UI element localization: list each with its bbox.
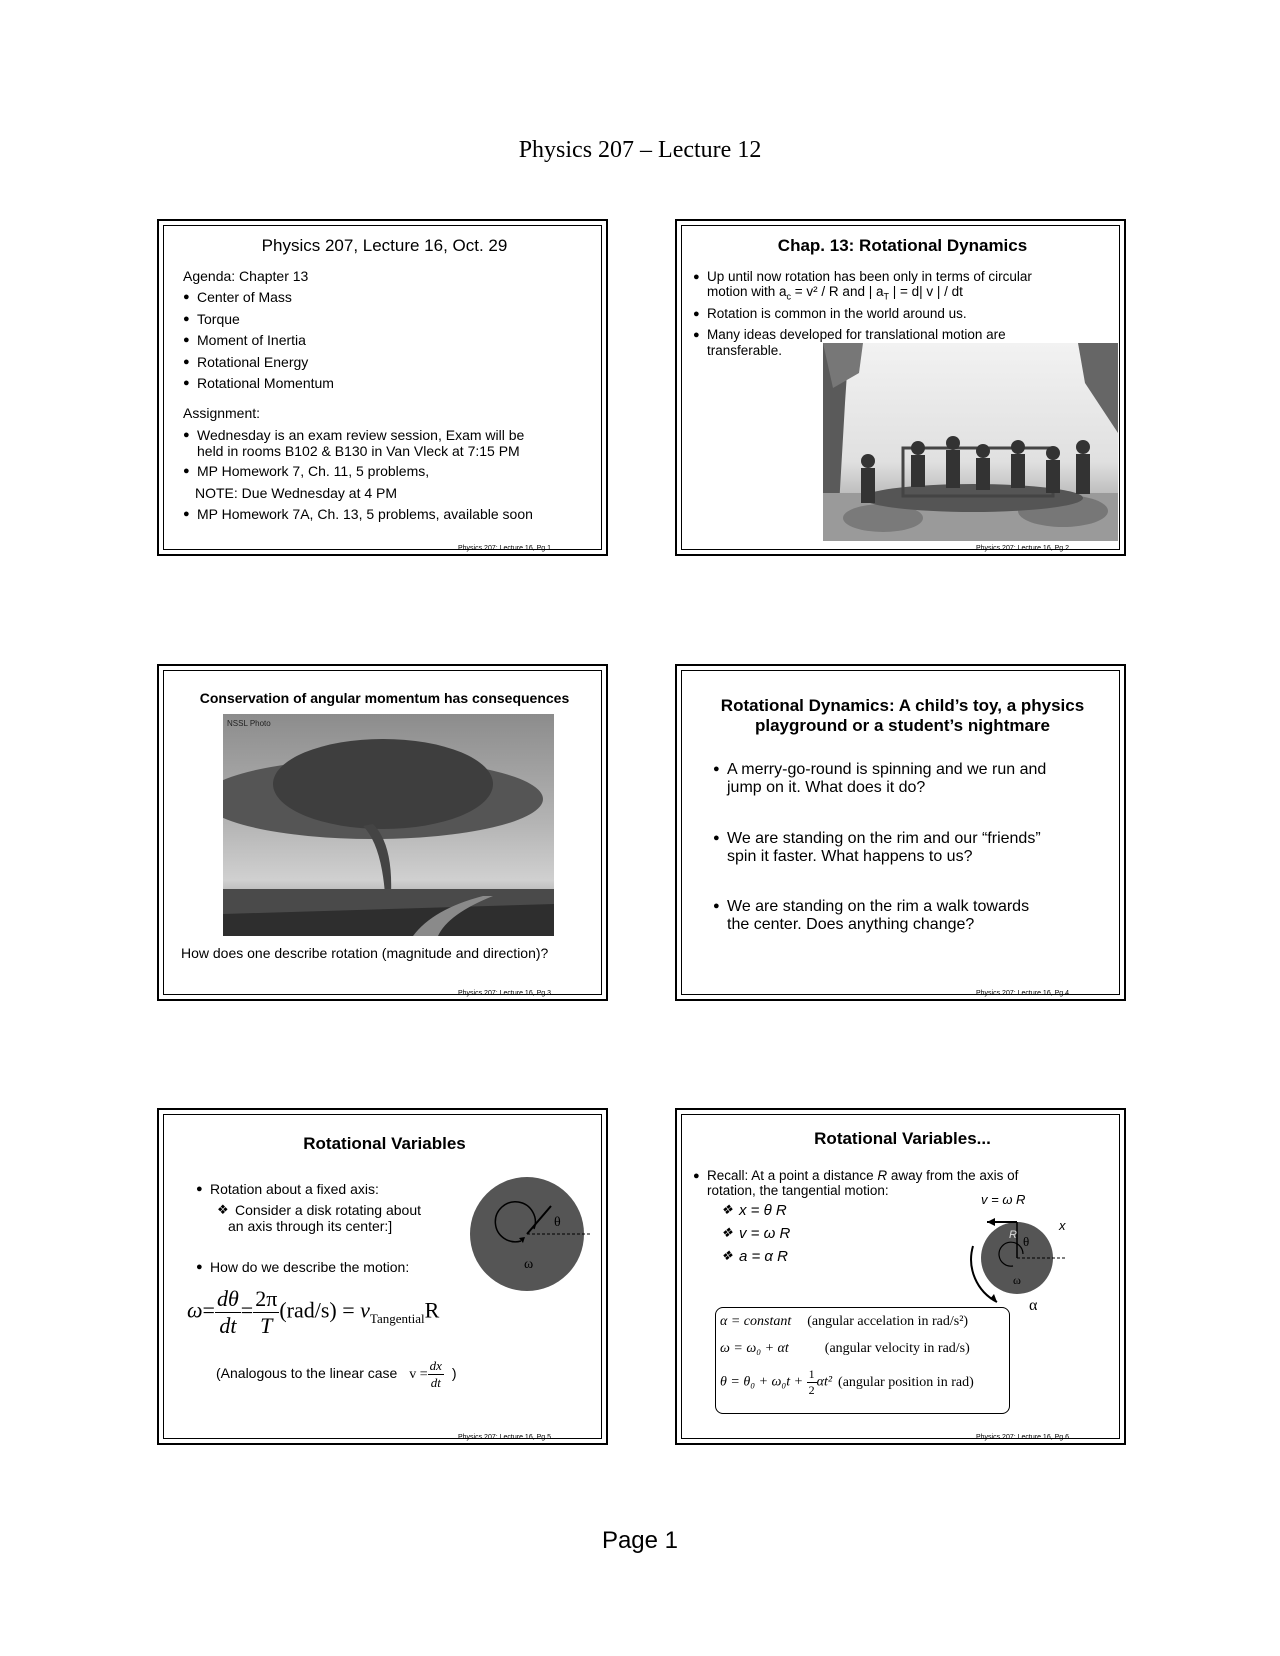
slide-footer: Physics 207: Lecture 16, Pg 2 (976, 545, 1069, 552)
bullet-cont: transferable. (707, 343, 783, 358)
agenda-item: ● Moment of Inertia (197, 332, 306, 348)
slide-4 (675, 664, 1126, 1001)
assignment-note: NOTE: Due Wednesday at 4 PM (195, 485, 398, 501)
assignment-item: ● MP Homework 7A, Ch. 13, 5 problems, available soon (197, 506, 533, 522)
slide-4-title-line2: playground or a student’s nightmare (754, 716, 1050, 735)
v-label: v = ω R (981, 1192, 1026, 1207)
photo-caption: NSSL Photo (227, 719, 271, 728)
relation: ❖ x = θ R (739, 1202, 787, 1219)
document-title: Physics 207 – Lecture 12 (518, 137, 762, 163)
question-cont: the center. Does anything change? (727, 916, 975, 933)
slide-footer: Physics 207: Lecture 16, Pg 5 (458, 1434, 551, 1441)
eq-angular-position: θ = θ₀ + ω₀t + $\frac{1}{2}$ αt² (angular position in rad) (720, 1367, 974, 1397)
bullet: ● How do we describe the motion: (210, 1259, 409, 1275)
assignment-item-cont: held in rooms B102 & B130 in Van Vleck at 7:15 PM (197, 443, 520, 459)
rotating-disk-diagram (464, 1174, 594, 1294)
slide-footer: Physics 207: Lecture 16, Pg 4 (976, 990, 1069, 997)
bullet: ● Many ideas developed for translational motion are (707, 327, 1006, 342)
slide-2 (675, 219, 1126, 556)
sub-bullet: ❖ Consider a disk rotating about (235, 1202, 421, 1218)
slide-footer: Physics 207: Lecture 16, Pg 1 (458, 545, 551, 552)
linear-analogy: (Analogous to the linear case v = $\frac{dx}{dt}$ ) (216, 1358, 457, 1390)
assignment-item: ● Wednesday is an exam review session, Exam will be (197, 427, 524, 443)
bullet: ● Rotation about a fixed axis: (210, 1181, 379, 1197)
theta-label: θ (554, 1215, 561, 1230)
assignment-item: ● MP Homework 7, Ch. 11, 5 problems, (197, 463, 429, 479)
recall-bullet: ● Recall: At a point a distance R away from the axis of (707, 1168, 1018, 1183)
relation: ❖ v = ω R (739, 1225, 790, 1242)
recall-bullet-cont: rotation, the tangential motion: (707, 1183, 889, 1198)
question: ● A merry-go-round is spinning and we run and (727, 761, 1046, 779)
slide-3-question: How does one describe rotation (magnitude and direction)? (181, 945, 549, 961)
omega-label: ω (1013, 1273, 1021, 1287)
tangential-motion-diagram (957, 1186, 1117, 1311)
slide-3-title: Conservation of angular momentum has consequences (199, 690, 570, 706)
slide-footer: Physics 207: Lecture 16, Pg 3 (458, 990, 551, 997)
question-cont: jump on it. What does it do? (727, 779, 926, 796)
eq-angular-velocity: ω = ω₀ + αt (angular velocity in rad/s) (720, 1341, 970, 1356)
question-cont: spin it faster. What happens to us? (727, 848, 973, 865)
theta-label: θ (1023, 1234, 1030, 1249)
slide-6-title: Rotational Variables... (814, 1129, 991, 1148)
bullet: ● Rotation is common in the world around us. (707, 306, 967, 321)
agenda-item: ● Rotational Energy (197, 354, 308, 370)
slide-2-title: Chap. 13: Rotational Dynamics (777, 236, 1028, 255)
omega-label: ω (524, 1257, 534, 1272)
slide-1 (157, 219, 608, 556)
agenda-item: ● Rotational Momentum (197, 375, 334, 391)
sub-bullet-cont: an axis through its center:] (228, 1218, 393, 1234)
slide-footer: Physics 207: Lecture 16, Pg 6 (976, 1434, 1069, 1441)
agenda-item: ● Torque (197, 311, 240, 327)
agenda-label: Agenda: Chapter 13 (183, 268, 309, 284)
slide-3 (157, 664, 608, 1001)
merry-go-round-photo (823, 343, 1118, 541)
tornado-photo (223, 714, 554, 936)
slide-1-title: Physics 207, Lecture 16, Oct. 29 (261, 236, 508, 255)
r-label: R (1009, 1229, 1017, 1241)
slide-5 (157, 1108, 608, 1445)
bullet-cont: motion with $a_c = v^2 / R$ and | $a_T$ | = d| v | / dt (707, 284, 963, 302)
slide-5-title: Rotational Variables (303, 1134, 466, 1153)
assignment-label: Assignment: (183, 405, 261, 421)
question: ● We are standing on the rim and our “friends” (727, 830, 1041, 848)
relation: ❖ a = α R (739, 1248, 788, 1265)
slide-4-title-line1: Rotational Dynamics: A child’s toy, a physics (720, 696, 1085, 715)
alpha-label: α (1029, 1297, 1038, 1311)
eq-constant-alpha: α = constant (angular accelation in rad/s²) (720, 1314, 969, 1329)
angular-velocity-equation: ω= $\frac{d\theta}{dt}$ = $\frac{2\pi}{T}$ $(rad/s) = v_{Tangential}R$ (187, 1286, 440, 1338)
bullet: ● Up until now rotation has been only in terms of circular (707, 269, 1032, 284)
slide-6 (675, 1108, 1126, 1445)
x-label: x (1059, 1218, 1066, 1233)
page-number: Page 1 (601, 1527, 679, 1554)
agenda-item: ● Center of Mass (197, 289, 292, 305)
question: ● We are standing on the rim a walk towards (727, 898, 1029, 916)
